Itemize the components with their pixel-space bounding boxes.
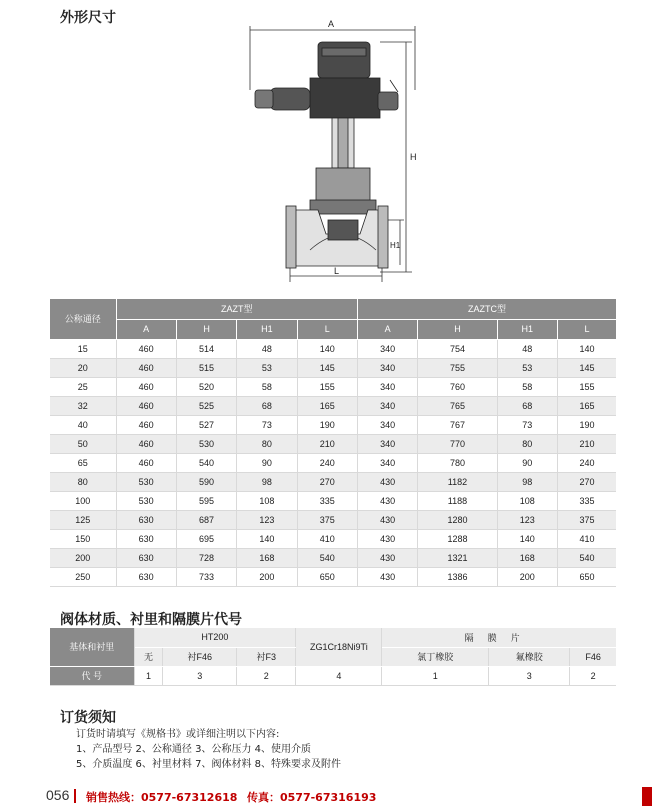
table-cell: 754 [418,339,497,358]
table-cell: 240 [297,453,357,472]
table-cell: 140 [557,339,616,358]
header-sub-col: H [418,319,497,339]
table-cell: 1280 [418,510,497,529]
section-title-ordering: 订货须知 [60,710,116,726]
table-row [50,567,616,586]
dim-label-a: A [328,20,335,29]
table-cell: 340 [358,339,418,358]
table-cell: 65 [50,453,116,472]
table-cell: 525 [176,396,236,415]
table-cell: 90 [497,453,557,472]
table-cell: 140 [297,339,357,358]
note-line: 订货时请填写《规格书》或详细注明以下内容: [76,729,280,740]
valve-drawing [230,20,430,292]
material-sub-header: 衬F3 [237,647,296,666]
table-cell: 430 [358,491,418,510]
table-cell: 1182 [418,472,497,491]
table-cell: 410 [557,529,616,548]
table-cell: 73 [497,415,557,434]
table-cell: 90 [237,453,297,472]
material-code: 2 [237,666,296,685]
material-sub-header: F46 [570,647,616,666]
header-ht200: HT200 [134,628,296,647]
table-cell: 200 [50,548,116,567]
table-cell: 410 [297,529,357,548]
table-cell: 58 [237,377,297,396]
table-cell: 650 [297,567,357,586]
table-cell: 200 [237,567,297,586]
table-cell: 190 [557,415,616,434]
table-cell: 540 [297,548,357,567]
table-cell: 340 [358,434,418,453]
table-cell: 460 [116,453,176,472]
section-title-dimensions: 外形尺寸 [60,10,116,26]
table-cell: 430 [358,472,418,491]
table-cell: 460 [116,377,176,396]
table-row [50,396,616,415]
table-cell: 630 [116,510,176,529]
table-row [50,510,616,529]
table-cell: 270 [297,472,357,491]
table-cell: 687 [176,510,236,529]
table-cell: 210 [297,434,357,453]
table-cell: 340 [358,358,418,377]
table-cell: 430 [358,548,418,567]
note-line: 5、介质温度 6、衬里材料 7、阀体材料 8、特殊要求及附件 [76,759,341,770]
material-code: 1 [134,666,163,685]
table-cell: 515 [176,358,236,377]
header-sub-col: A [358,319,418,339]
header-sub-col: H1 [237,319,297,339]
table-cell: 168 [497,548,557,567]
table-cell: 165 [557,396,616,415]
table-cell: 68 [237,396,297,415]
sales-hotline: 销售热线：0577-67312618 [86,791,238,804]
material-sub-header: 氟橡胶 [489,647,570,666]
table-cell: 755 [418,358,497,377]
table-cell: 650 [557,567,616,586]
table-cell: 50 [50,434,116,453]
fax-number: 传真：0577-67316193 [247,791,377,804]
table-cell: 20 [50,358,116,377]
header-zg1cr18ni9ti: ZG1Cr18Ni9Ti [296,628,382,666]
table-cell: 145 [557,358,616,377]
table-cell: 430 [358,529,418,548]
material-code: 3 [489,666,570,685]
table-cell: 80 [237,434,297,453]
table-cell: 760 [418,377,497,396]
table-cell: 335 [557,491,616,510]
table-cell: 108 [497,491,557,510]
table-row [50,453,616,472]
table-cell: 155 [557,377,616,396]
table-cell: 15 [50,339,116,358]
table-cell: 32 [50,396,116,415]
material-sub-header: 衬F46 [163,647,237,666]
header-sub-col: H1 [497,319,557,339]
header-zaztc: ZAZTC型 [358,299,617,319]
material-sub-header: 无 [134,647,163,666]
table-cell: 98 [497,472,557,491]
table-cell: 460 [116,339,176,358]
table-cell: 270 [557,472,616,491]
header-sub-col: L [557,319,616,339]
header-base-lining: 基体和衬里 [50,628,134,666]
table-cell: 375 [557,510,616,529]
table-cell: 340 [358,415,418,434]
table-cell: 630 [116,529,176,548]
table-cell: 210 [557,434,616,453]
table-cell: 80 [50,472,116,491]
table-cell: 530 [116,491,176,510]
table-cell: 340 [358,453,418,472]
table-cell: 123 [497,510,557,529]
page-number: 056 [46,787,70,803]
table-cell: 53 [497,358,557,377]
table-row [50,472,616,491]
table-cell: 73 [237,415,297,434]
footer [0,787,652,806]
table-cell: 68 [497,396,557,415]
table-cell: 100 [50,491,116,510]
table-row [50,339,616,358]
table-cell: 25 [50,377,116,396]
table-cell: 527 [176,415,236,434]
material-code: 3 [163,666,237,685]
material-sub-header: 氯丁橡胶 [382,647,489,666]
table-cell: 150 [50,529,116,548]
table-cell: 780 [418,453,497,472]
table-row [50,548,616,567]
note-line: 1、产品型号 2、公称通径 3、公称压力 4、使用介质 [76,744,311,755]
table-cell: 168 [237,548,297,567]
table-cell: 514 [176,339,236,358]
table-cell: 695 [176,529,236,548]
table-cell: 165 [297,396,357,415]
table-cell: 530 [176,434,236,453]
table-cell: 590 [176,472,236,491]
table-cell: 80 [497,434,557,453]
header-zazt: ZAZT型 [116,299,358,319]
header-diaphragm: 隔膜片 [382,628,616,647]
table-cell: 98 [237,472,297,491]
table-row [50,491,616,510]
table-cell: 728 [176,548,236,567]
header-sub-col: L [297,319,357,339]
table-cell: 733 [176,567,236,586]
table-cell: 123 [237,510,297,529]
table-row [50,358,616,377]
table-cell: 630 [116,567,176,586]
table-cell: 58 [497,377,557,396]
table-cell: 240 [557,453,616,472]
header-sub-col: H [176,319,236,339]
code-label: 代 号 [50,666,134,685]
table-cell: 48 [497,339,557,358]
table-cell: 595 [176,491,236,510]
table-cell: 125 [50,510,116,529]
table-cell: 1288 [418,529,497,548]
table-cell: 53 [237,358,297,377]
table-cell: 1188 [418,491,497,510]
table-cell: 765 [418,396,497,415]
dim-label-h: H [410,152,417,162]
dim-label-h1: H1 [390,241,401,250]
table-cell: 540 [557,548,616,567]
table-cell: 140 [237,529,297,548]
table-cell: 540 [176,453,236,472]
section-title-materials: 阀体材质、衬里和隔膜片代号 [60,612,242,628]
material-code: 2 [570,666,616,685]
corner-accent [642,787,652,806]
materials-table [50,628,616,686]
table-cell: 767 [418,415,497,434]
header-nominal-diameter: 公称通径 [50,299,116,339]
material-code: 1 [382,666,489,685]
table-cell: 48 [237,339,297,358]
table-cell: 630 [116,548,176,567]
dim-label-l: L [334,266,340,276]
table-cell: 145 [297,358,357,377]
table-cell: 430 [358,510,418,529]
table-cell: 200 [497,567,557,586]
table-row [50,377,616,396]
table-cell: 375 [297,510,357,529]
table-cell: 340 [358,377,418,396]
table-cell: 520 [176,377,236,396]
dimension-table [50,299,616,587]
table-cell: 460 [116,415,176,434]
header-sub-col: A [116,319,176,339]
table-cell: 40 [50,415,116,434]
table-cell: 530 [116,472,176,491]
table-cell: 770 [418,434,497,453]
table-row [50,415,616,434]
table-cell: 460 [116,396,176,415]
table-cell: 250 [50,567,116,586]
table-cell: 140 [497,529,557,548]
table-cell: 460 [116,358,176,377]
table-cell: 190 [297,415,357,434]
table-cell: 335 [297,491,357,510]
table-cell: 155 [297,377,357,396]
table-cell: 460 [116,434,176,453]
order-notes [76,727,341,772]
footer-divider [74,789,76,803]
material-code: 4 [296,666,382,685]
table-cell: 340 [358,396,418,415]
table-cell: 1386 [418,567,497,586]
table-cell: 108 [237,491,297,510]
table-row [50,434,616,453]
table-cell: 1321 [418,548,497,567]
table-row [50,529,616,548]
table-cell: 430 [358,567,418,586]
